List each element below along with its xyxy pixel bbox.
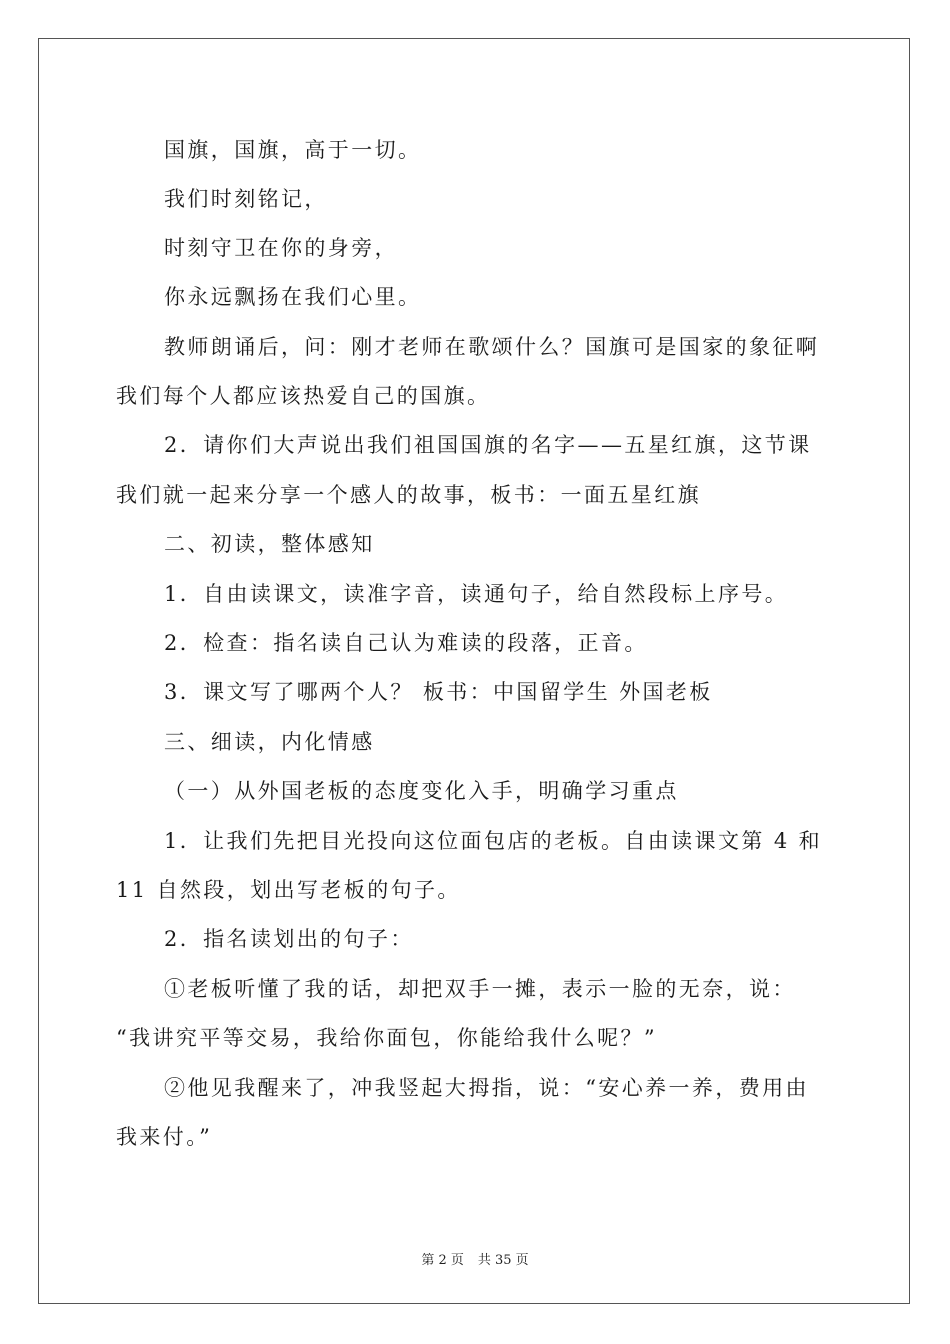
paragraph-line: 2．检查：指名读自己认为难读的段落，正音。 [164, 631, 648, 655]
quote-line: ②他见我醒来了，冲我竖起大拇指，说：“安心养一养，费用由 [164, 1076, 809, 1100]
paragraph-line: 2．指名读划出的句子： [164, 927, 414, 951]
poem-line-3: 时刻守卫在你的身旁， [164, 236, 398, 260]
page-total: 共 35 页 [477, 1253, 529, 1268]
quote-line: ①老板听懂了我的话，却把双手一摊，表示一脸的无奈，说： [164, 977, 796, 1001]
quote-line: “我讲究平等交易，我给你面包，你能给我什么呢？” [116, 1026, 658, 1050]
paragraph-line: 11 自然段，划出写老板的句子。 [116, 878, 461, 902]
paragraph-line: 3．课文写了哪两个人？ 板书：中国留学生 外国老板 [164, 680, 713, 704]
poem-line-4: 你永远飘扬在我们心里。 [164, 285, 422, 309]
quote-line: 我来付。” [116, 1125, 213, 1149]
poem-line-2: 我们时刻铭记， [164, 187, 328, 211]
paragraph-line: 教师朗诵后，问：刚才老师在歌颂什么？国旗可是国家的象征啊 [164, 335, 820, 359]
paragraph-line: 我们就一起来分享一个感人的故事，板书：一面五星红旗 [116, 483, 701, 507]
paragraph-line: 1．自由读课文，读准字音，读通句子，给自然段标上序号。 [164, 582, 789, 606]
poem-line-1: 国旗，国旗，高于一切。 [164, 138, 422, 162]
paragraph-line: 我们每个人都应该热爱自己的国旗。 [116, 384, 491, 408]
paragraph-line: 2．请你们大声说出我们祖国国旗的名字——五星红旗，这节课 [164, 433, 812, 457]
page-footer [0, 1249, 950, 1268]
paragraph-line: 1．让我们先把目光投向这位面包店的老板。自由读课文第 4 和 [164, 829, 823, 853]
section-heading: 三、细读，内化情感 [164, 730, 375, 754]
section-heading: 二、初读，整体感知 [164, 532, 375, 556]
page-border [38, 38, 910, 1304]
page-number: 第 2 页 [421, 1253, 464, 1268]
subsection-heading: （一）从外国老板的态度变化入手，明确学习重点 [164, 779, 679, 803]
